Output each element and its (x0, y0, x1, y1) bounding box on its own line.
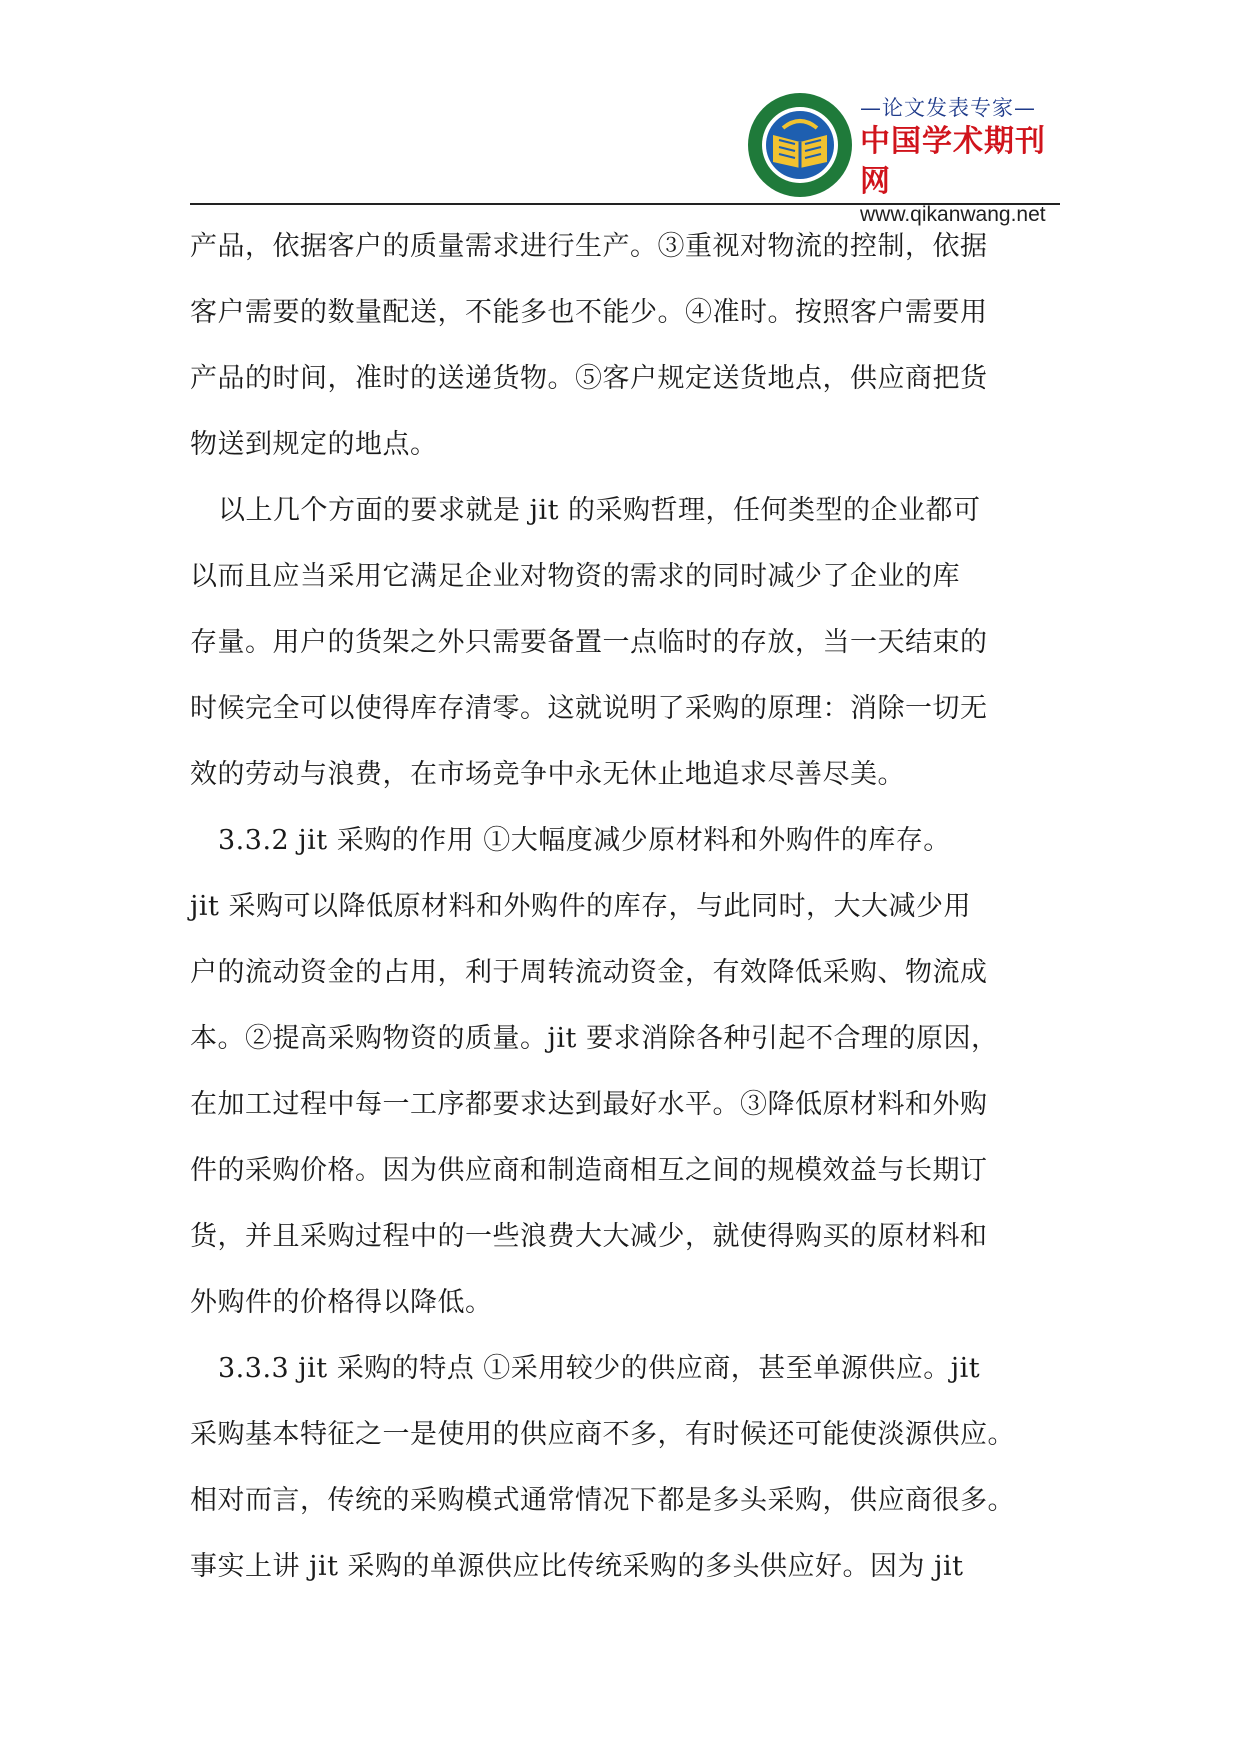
text-line: 效的劳动与浪费，在市场竞争中永无休止地追求尽善尽美。 (190, 759, 905, 790)
text-line: 采购基本特征之一是使用的供应商不多，有时候还可能使淡源供应。 (190, 1419, 1015, 1450)
paragraph-start-line: 以上几个方面的要求就是 jit 的采购哲理，任何类型的企业都可 (218, 495, 981, 526)
section-heading-line: 3.3.3 jit 采购的特点 ①采用较少的供应商，甚至单源供应。jit (218, 1353, 981, 1384)
text-line: 以而且应当采用它满足企业对物资的需求的同时减少了企业的库 (190, 561, 960, 592)
text-line: jit 采购可以降低原材料和外购件的库存，与此同时，大大减少用 (190, 891, 971, 922)
text-line: 本。②提高采购物资的质量。jit 要求消除各种引起不合理的原因， (190, 1023, 999, 1054)
document-body (190, 214, 1070, 1600)
text-line: 货，并且采购过程中的一些浪费大大减少，就使得购买的原材料和 (190, 1221, 988, 1252)
text-line: 相对而言，传统的采购模式通常情况下都是多头采购，供应商很多。 (190, 1485, 1015, 1516)
qikanwang-seal-logo (745, 90, 855, 200)
logo-text-block (860, 94, 1070, 228)
logo-slogan: —论文发表专家— (860, 96, 1036, 120)
header-divider (190, 203, 1060, 205)
text-line: 事实上讲 jit 采购的单源供应比传统采购的多头供应好。因为 jit (190, 1551, 964, 1582)
text-line: 物送到规定的地点。 (190, 429, 438, 460)
text-line: 产品，依据客户的质量需求进行生产。③重视对物流的控制，依据 (190, 231, 988, 262)
page-header (190, 90, 1060, 226)
logo-url: www.qikanwang.net (860, 203, 1046, 226)
section-heading-line: 3.3.2 jit 采购的作用 ①大幅度减少原材料和外购件的库存。 (218, 825, 951, 856)
logo-brand-name: 中国学术期刊网 (860, 124, 1046, 199)
text-line: 在加工过程中每一工序都要求达到最好水平。③降低原材料和外购 (190, 1089, 988, 1120)
text-line: 外购件的价格得以降低。 (190, 1287, 493, 1318)
text-line: 产品的时间，准时的送递货物。⑤客户规定送货地点，供应商把货 (190, 363, 988, 394)
text-line: 时候完全可以使得库存清零。这就说明了采购的原理：消除一切无 (190, 693, 988, 724)
text-line: 客户需要的数量配送，不能多也不能少。④准时。按照客户需要用 (190, 297, 988, 328)
text-line: 户的流动资金的占用，利于周转流动资金，有效降低采购、物流成 (190, 957, 988, 988)
text-line: 件的采购价格。因为供应商和制造商相互之间的规模效益与长期订 (190, 1155, 988, 1186)
text-line: 存量。用户的货架之外只需要备置一点临时的存放，当一天结束的 (190, 627, 988, 658)
